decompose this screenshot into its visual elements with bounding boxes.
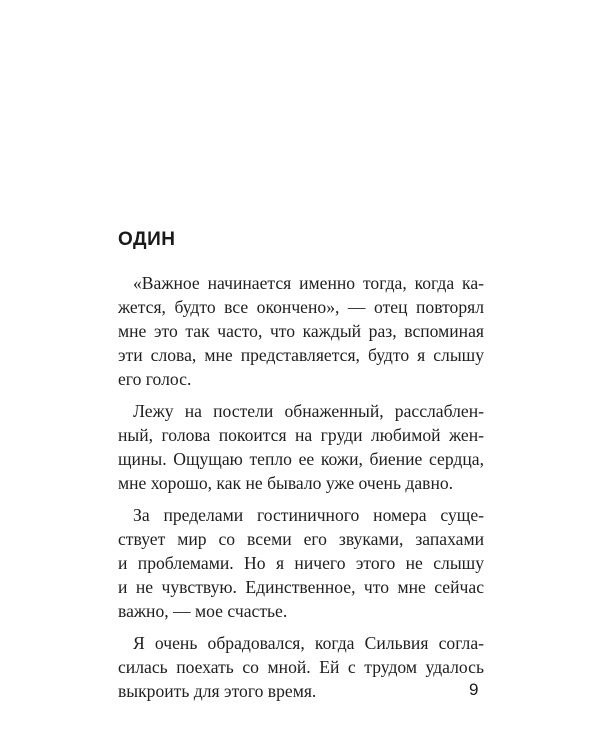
text-line: мне это так часто, что каждый раз, вспоминая bbox=[118, 321, 484, 341]
text-line: его голос. bbox=[118, 369, 192, 389]
text-line: важно, — мое счастье. bbox=[118, 601, 288, 621]
text-line: Лежу на постели обнаженный, расслаблен- bbox=[133, 401, 484, 421]
body-text bbox=[118, 271, 484, 711]
text-line: «Важное начинается именно тогда, когда ка- bbox=[133, 273, 484, 293]
text-line: эти слова, мне представляется, будто я слышу bbox=[118, 345, 484, 365]
paragraph-1 bbox=[118, 271, 484, 391]
text-line: щины. Ощущаю тепло ее кожи, биение сердца, bbox=[118, 449, 484, 469]
text-line: и проблемами. Но я ничего этого не слышу bbox=[118, 553, 484, 573]
text-line: выкроить для этого время. bbox=[118, 681, 317, 701]
text-line: мне хорошо, как не бывало уже очень давно. bbox=[118, 473, 454, 493]
text-line: и не чувствую. Единственное, что мне сейчас bbox=[118, 577, 484, 597]
paragraph-3 bbox=[118, 503, 484, 623]
text-line: жется, будто все окончено», — отец повторял bbox=[118, 297, 484, 317]
text-line: ствует мир со всеми его звуками, запахами bbox=[118, 529, 484, 549]
text-line: ный, голова покоится на груди любимой жен- bbox=[118, 425, 484, 445]
text-line: Я очень обрадовался, когда Сильвия согла- bbox=[133, 633, 484, 653]
text-line: силась поехать со мной. Ей с трудом удалось bbox=[118, 657, 484, 677]
chapter-title: ОДИН bbox=[118, 229, 176, 250]
paragraph-4 bbox=[118, 631, 484, 703]
text-line: За пределами гостиничного номера суще- bbox=[133, 505, 484, 525]
page-number: 9 bbox=[469, 680, 479, 699]
paragraph-2 bbox=[118, 399, 484, 495]
